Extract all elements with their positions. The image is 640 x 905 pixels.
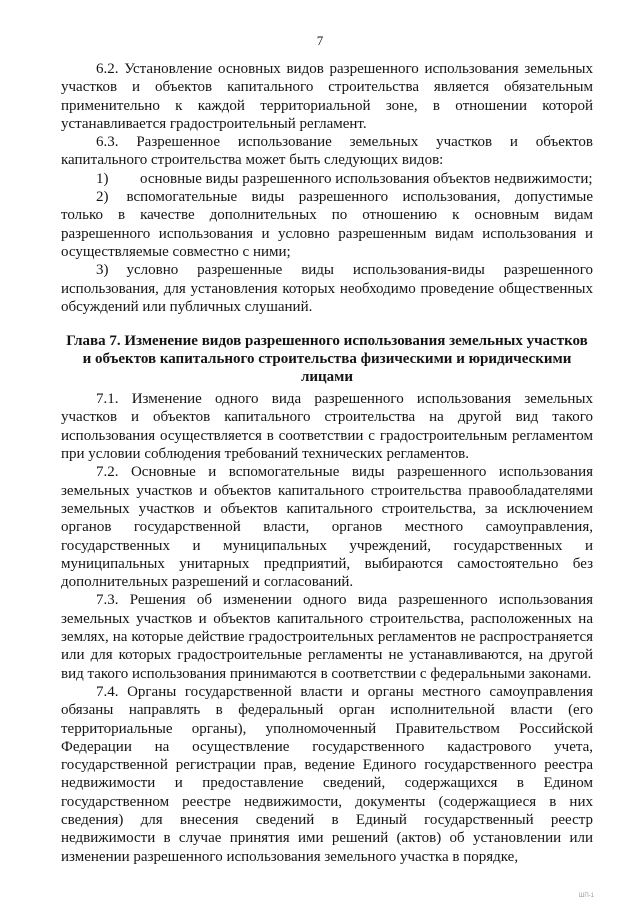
list-item-number: 1)	[96, 170, 109, 187]
paragraph-7-3: 7.3. Решения об изменении одного вида разрешенного использования земельных участков и объектов капитального строительства, расположенных на землях, на которые действие градостроительных регламентов не распространяется или для которых градостроительные регламенты не устанавливаются, на другой вид такого использования принимаются в соответствии с федеральными законами.	[61, 592, 593, 682]
paragraph-7-1: 7.1. Изменение одного вида разрешенного использования земельных участков и объектов капитального строительства на другой вид такого использования осуществляется в соответствии с градостроительным регламентом при условии соблюдения требований технических регламентов.	[61, 391, 593, 463]
paragraph-7-2: 7.2. Основные и вспомогательные виды разрешенного использования земельных участков и объектов капитального строительства правообладателями земельных участков и объектов капитального строительства, за исключением органов государственной власти, органов местного самоуправления, государственных и муниципальных учреждений, государственных и муниципальных унитарных предприятий, выбираются самостоятельно без дополнительных разрешений и согласований.	[61, 464, 593, 591]
list-item	[61, 170, 593, 188]
paragraph-7-4: 7.4. Органы государственной власти и органы местного самоуправления обязаны направлять в федеральный орган исполнительной власти (его территориальные органы), уполномоченный Правительством Российской Федерации на осуществление государственного кадастрового учета, государственной регистрации прав, ведение Единого государственного реестра недвижимости и предоставление сведений, содержащихся в Едином государственном реестре недвижимости, документы (содержащиеся в них сведения) для внесения сведений в Единый государственный реестр недвижимости в случае принятия ими решений (актов) об установлении или изменении разрешенного использования земельного участка в порядке,	[61, 683, 593, 865]
document-body	[61, 60, 593, 866]
paragraph-6-3: 6.3. Разрешенное использование земельных участков и объектов капитального строительства может быть следующих видов:	[61, 134, 593, 169]
list-item-text: условно разрешенные виды использования-виды разрешенного использования, для установления которых необходимо проведение общественных обсуждений или публичных слушаний.	[61, 262, 593, 315]
list-item-number: 2)	[96, 189, 109, 206]
paragraph-6-2: 6.2. Установление основных видов разрешенного использования земельных участков и объектов капитального строительства является обязательным применительно к каждой территориальной зоне, в отношении которой устанавливается градостроительный регламент.	[61, 61, 593, 132]
footer-mark: ШП-1	[578, 893, 594, 899]
chapter-heading: Глава 7. Изменение видов разрешенного использования земельных участков и объектов капитального строительства физическими и юридическими лицами	[66, 333, 588, 386]
list-item-text: основные виды разрешенного использования объектов недвижимости;	[140, 170, 593, 187]
list-item-text: вспомогательные виды разрешенного использования, допустимые только в качестве дополнительных по отношению к основным видам разрешенного использования и условно разрешенным видам использования и осуществляемые совместно с ними;	[61, 189, 593, 260]
list-item	[61, 188, 593, 261]
list-item-number: 3)	[96, 262, 109, 279]
list-item	[61, 261, 593, 316]
page-number: 7	[316, 33, 324, 48]
